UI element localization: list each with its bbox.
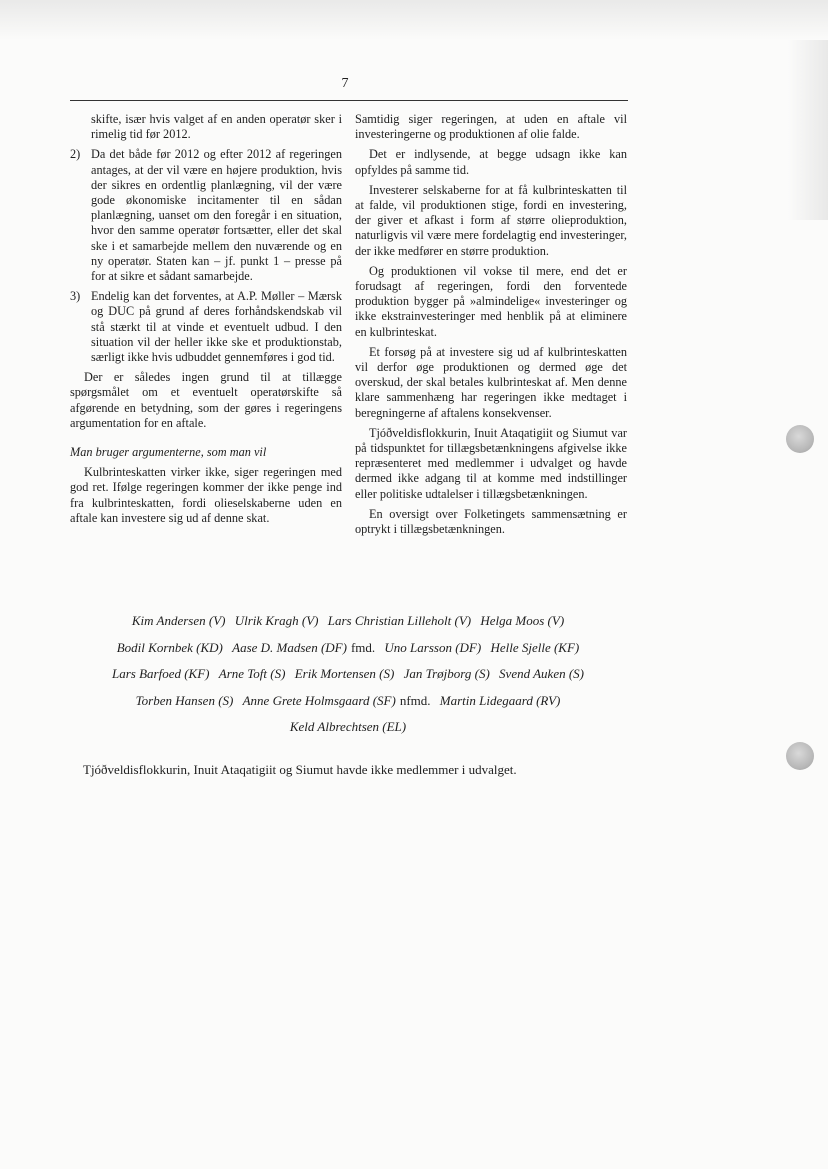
- section-subheading: Man bruger argumenterne, som man vil: [70, 445, 267, 460]
- right-column: [355, 112, 627, 537]
- scan-artifact-right: [788, 40, 828, 220]
- paragraph: Investerer selskaberne for at få kulbrinteskatten til at falde, vil produktionen stige, fordi en investering, der giver et afkast i form af større olieproduktion, naturligvis vil være mere fordelagtig end investeringer, der ikke medfører en større produktion.: [355, 182, 627, 258]
- signatory: Bodil Kornbek (KD): [116, 639, 223, 655]
- signature-line-5: [0, 714, 696, 741]
- signatory: Svend Auken (S): [499, 666, 584, 681]
- signature-line-2: [0, 635, 696, 662]
- footnote: Tjóðveldisflokkurin, Inuit Ataqatigiit og Siumut havde ikke medlemmer i udvalget.: [83, 762, 517, 777]
- signatory: Ulrik Kragh (V): [234, 613, 319, 628]
- punch-hole-top: [786, 425, 814, 453]
- signatory: Uno Larsson (DF): [384, 639, 482, 655]
- list-item-text: Da det både før 2012 og efter 2012 af regeringen antages, at der vil være en højere produktion, hvis der sikres en ordentlig planlægning, vil der være gode økonomiske incitamenter til en sådan planlægning, uanset om den foregår i en situation, hvor den samme operatør fortsætter, eller det skal ske i et samarbejde mellem den nuværende og en ny operatør. Staten kan – jf. punkt 1 – presse på for at sikre et sådant samarbejde.: [91, 147, 342, 284]
- list-item-3: [70, 289, 342, 365]
- signatory: Helle Sjelle (KF): [490, 639, 580, 655]
- list-number: 2): [70, 147, 81, 162]
- signatory: Lars Barfoed (KF): [112, 666, 210, 681]
- left-column: [70, 112, 342, 526]
- signatory: Arne Toft (S): [218, 666, 286, 681]
- list-item-text: Endelig kan det forventes, at A.P. Møller – Mærsk og DUC på grund af deres forhåndskendskab vil stå stærkt til at vinde et eventuelt udbud. I den situation vil der heller ikke ske et produktionstab, særligt ikke hvis udbuddet gennemføres i god tid.: [91, 289, 342, 365]
- signature-line-1: [0, 608, 696, 635]
- signatory-role: nfmd.: [399, 692, 431, 708]
- punch-hole-bottom: [786, 742, 814, 770]
- paragraph: Samtidig siger regeringen, at uden en aftale vil investeringerne og produktionen af olie falde.: [355, 112, 627, 142]
- signatory: Torben Hansen (S): [135, 692, 234, 708]
- paragraph: Tjóðveldisflokkurin, Inuit Ataqatigiit og Siumut var på tidspunktet for tillægsbetænkningens afgivelse ikke repræsenteret med medlemmer i udvalget og havde dermed ikke adgang til at komme med indstillinger eller politiske udtalelser i tillægsbetænkningen.: [355, 425, 627, 501]
- signature-block: [0, 608, 696, 741]
- signatory: Keld Albrechtsen (EL): [289, 719, 407, 734]
- signatory: Aase D. Madsen (DF): [232, 639, 347, 655]
- paragraph: Et forsøg på at investere sig ud af kulbrinteskatten vil derfor øge produktionen og dermed øge det overskud, der skal betales kulbrinteskat af. Men denne klare sammenhæng har regeringen ikke medtaget i beregningerne af aftalens konsekvenser.: [355, 344, 627, 420]
- signatory: Jan Trøjborg (S): [403, 666, 490, 681]
- signatory-role: fmd.: [350, 639, 376, 655]
- paragraph: Kulbrinteskatten virker ikke, siger regeringen med god ret. Ifølge regeringen kommer der ikke penge ind fra kulbrinteskatten, fordi olieselskaberne uden en aftale kan investere sig ud af denne skat.: [70, 465, 342, 525]
- paragraph: En oversigt over Folketingets sammensætning er optrykt i tillægsbetænkningen.: [355, 506, 627, 537]
- signature-line-3: [0, 661, 696, 688]
- signatory: Anne Grete Holmsgaard (SF): [242, 692, 396, 708]
- page-number: 7: [341, 76, 349, 91]
- paragraph: Det er indlysende, at begge udsagn ikke kan opfyldes på samme tid.: [355, 147, 627, 177]
- list-continuation: skifte, især hvis valget af en anden operatør sker i rimelig tid før 2012.: [91, 112, 342, 142]
- signatory: Lars Christian Lilleholt (V): [327, 613, 472, 628]
- paragraph: Og produktionen vil vokse til mere, end det er forudsagt af regeringen, fordi den forventede produktion bygger på »almindelige« investeringer og ikke ekstrainvesteringer med henblik på at eliminere en kulbrinteskat.: [355, 263, 627, 339]
- signatory: Kim Andersen (V): [131, 613, 226, 628]
- signatory: Martin Lidegaard (RV): [439, 692, 561, 708]
- signatory: Helga Moos (V): [480, 613, 565, 628]
- signatory: Erik Mortensen (S): [294, 666, 395, 681]
- paragraph: Der er således ingen grund til at tillægge spørgsmålet om et eventuelt operatørskifte så afgørende en betydning, som der gøres i regeringens argumentation for en aftale.: [70, 370, 342, 430]
- list-item-2: [70, 147, 342, 284]
- header-rule: [70, 100, 628, 101]
- list-number: 3): [70, 289, 81, 304]
- signature-line-4: [0, 688, 696, 715]
- scan-artifact-top: [0, 0, 828, 40]
